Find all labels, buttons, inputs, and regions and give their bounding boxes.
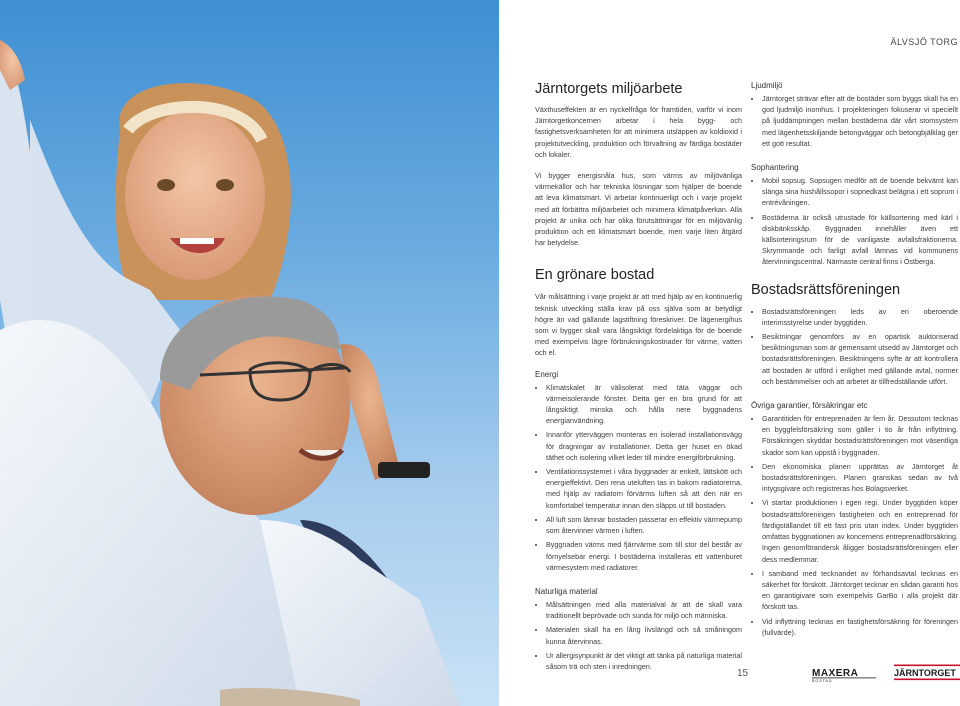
subheading-garantier: Övriga garantier, försäkringar etc (751, 401, 868, 411)
page-number: 15 (737, 668, 749, 679)
jarntorget-logo-text: JÄRNTORGET (894, 668, 956, 678)
column-left (535, 80, 742, 675)
material-list (535, 599, 742, 672)
list-item: • Vid inflyttning tecknas en fastighetsförsäkring för föreningen (fullvärde). (762, 616, 958, 638)
list-item: • Ur allergisynpunkt är det viktigt att tänka på naturliga material såsom trä och sten i inredningen. (546, 650, 742, 672)
list-item: • Bostadsrättsföreningen leds av en oberoende interimsstyrelse under byggtiden. (762, 306, 958, 328)
section-title-miljoarbete: Järntorgets miljöarbete (535, 81, 683, 97)
list-item: • Besiktningar genomförs av en opartisk auktoriserad besiktningsman som är gemensamt utsedd av Järntorget och bostadsrättsföreningen. Besiktningens syfte är att kontrollera att bostaden är utförd i enlighet med gällande avtal, normer och bestämmelser och att arbetet är tillfredställande utfört. (762, 331, 958, 387)
sop-list (751, 175, 958, 268)
garanti-list (751, 413, 958, 638)
list-item: • Vi startar produktionen i egen regi. Under byggtiden köper bostadsrättsföreningen fastigheten och en entreprenad för färdigställandet till ett fast pris utan index. Under byggtiden omfattas byggnationen av koncernens entreprenadförsäkring. Ingen genomförandersk åligger bostadsrättsföreningen eller dess medlemmar. (762, 497, 958, 564)
text-page (500, 0, 960, 706)
column-right (751, 80, 958, 641)
list-item: • Garantitiden för entreprenaden är fem år. Dessutom tecknas en byggfelsförsäkring som gäller i tio år från inflyttning. Försäkringen skyddar bostadsrättsföreningen mot väsentliga skador som kan uppstå i byggnaden. (762, 413, 958, 458)
list-item: • Ventilationssystemet i våra byggnader är enkelt, lättskött och energieffektivt. Den rena uteluften tas in bakom radiatorerna, med hjälp av radiatorn förvärms luften så att den när en komfortabel temperatur innan den släpps ut till bostaden. (546, 466, 742, 511)
body-paragraph: Vår målsättning i varje projekt är att med hjälp av en kontinuerlig teknisk utveckling ställa krav på oss själva som är betydligt högre än vad gällande lagstiftning föreskriver. De lägenergihus som vi bygger skall vara långsiktigt fördelaktiga för de boende med exempelvis lägre förbrukningskostnader för värme, vatten och el. (535, 292, 742, 358)
list-item: • Målsättningen med alla materialval är att de skall vara traditionellt beprövade och sunda för miljö och människa. (546, 599, 742, 621)
list-item: • Järntorget strävar efter att de bostäder som byggs skall ha en god ljudmiljö inomhus. I projekteringen fokuserar vi speciellt på ljuddämpningen mellan bostäderna där vårt stomsystem med lägenhetsskiljande betongväggar och betongbjälklag ger ett gott resultat. (762, 93, 958, 149)
list-item: • Innanför ytterväggen monteras en isolerad installationsvägg för dragningar av installationer. Detta ger huset en ökad täthet och isolering vilket leder till mindre energiförbrukning. (546, 429, 742, 463)
brf-list (751, 306, 958, 387)
maxera-bostad-logo (812, 666, 876, 682)
intro-paragraph: Växthuseffekten är en nyckelfråga för framtiden, varför vi inom Järntorgetkoncernen arbetar i hela bygg- och fastighetsverksamheten för att minimera utsläppen av koldioxid i projektutveckling, produktion och förvaltning av färdiga bostäder och lokaler. (535, 105, 742, 159)
section-title-gronare-bostad: En grönare bostad (535, 267, 655, 284)
subheading-material: Naturliga material (535, 586, 598, 596)
list-item: • Materialen skall ha en lång livslängd och så småningom kunna återvinnas. (546, 624, 742, 646)
list-item: • Den ekonomiska planen upprättas av Järntorget åt bostadsrättsföreningen. Planen granskas sedan av två intygsgivare och registreras hos Bolagsverket. (762, 461, 958, 495)
ljud-list (751, 93, 958, 149)
energi-list (535, 382, 742, 573)
list-item: • Byggnaden värms med fjärrvärme som till stor del består av förnyelsebar energi. I bostäderna installeras ett vattenburet värmesystem med radiatorer. (546, 539, 742, 573)
body-paragraph: Vi bygger energisnåla hus, som värms av miljövänliga värmekällor och har tekniska lösningar som hjälper de boende att leva klimatsmart. Vi arbetar kontinuerligt och i varje projekt med att förbättra miljöarbetet och minimera klimatpåverkan. Alla projekt är unika och har olika förutsättningar för en miljövänlig produktion och ett klimatsmart boende, men varje liten åtgärd har betydelse. (535, 171, 742, 248)
list-item: • Klimatskalet är välisolerat med täta väggar och värmeisolerande fönster. Detta ger en bra grund för att långsiktigt minska och hålla nere byggnadens energianvändning. (546, 382, 742, 427)
list-item: • I samband med tecknandet av förhandsavtal tecknas en säkerhet för förskott. Järntorget tecknar en sådan garanti hos en garantigivare som exempelvis GarBo i alla projekt där förskott tas. (762, 568, 958, 613)
jarntorget-logo (894, 664, 960, 682)
list-item: • Bostäderna är också utrustade för källsortering med kärl i diskbänksskåp. Byggnaden innehåller även ett källsorteringsrum för de vanligaste avfallsfraktionerna. Skrymmande och farligt avfall lämnas vid kommunens återvinningscentral. Närmaste central finns i Östberga. (762, 212, 958, 268)
subheading-ljudmiljo: Ljudmiljö (751, 81, 783, 90)
maxera-logo-subtext: BOSTAD (812, 678, 833, 682)
subheading-sophantering: Sophantering (751, 163, 799, 173)
list-item: • All luft som lämnar bostaden passerar en effektiv värmepump som återvinner värmen i luften. (546, 514, 742, 536)
list-item: • Mobil sopsug. Sopsugen medför att de boende bekvämt kan slänga sina hushållssopor i sopnedkast belägna i ett soprum i entrévåningen. (762, 175, 958, 209)
running-header: ÄLVSJÖ TORG (890, 37, 958, 47)
maxera-logo-text: MAXERA (812, 668, 859, 679)
subheading-energi: Energi (535, 369, 559, 379)
section-title-bostadsrattsforeningen: Bostadsrättsföreningen (751, 281, 901, 298)
